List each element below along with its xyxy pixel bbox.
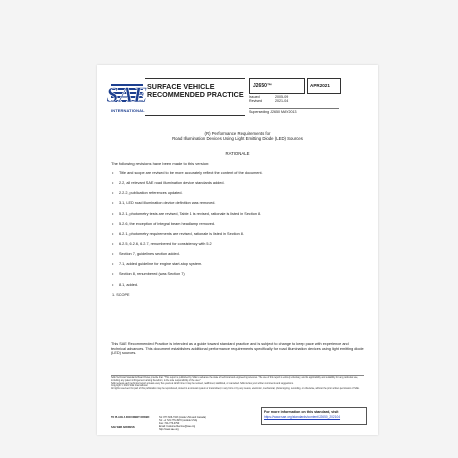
bullet-icon: • [112,261,114,267]
document-page [97,65,378,435]
tel-intl: Tel: +1 724-776-4970 (outside USA) [159,419,198,422]
document-number-box [249,78,305,94]
legal-fine-print: SAE Technical Standards Board Rules provide that: "This report is published by SAE to advance the state of technical and engineering sciences. The use of this report is entirely voluntary, and its applicability and suitability for any particular use, including any patent infringement arising therefrom, is the sole responsibility of the user." SAE reviews each technical report at least every five years at which time it may be revised, reaffirmed, stabilized, or cancelled. SAE invites your written comments and suggestions. Copyright © 2021 SAE International All rights reserved. No part of this publication may be reproduced, stored in a retrieval system or transmitted, in any form or by any means, electronic, mechanical, photocopying, recording, or otherwise, without the prior written permission of SAE. [111,377,360,391]
list-item: • 2.2, all relevant SAE road illumination device standards added. [112,180,225,186]
bullet-icon: • [112,170,114,175]
order-label: TO PLACE A DOCUMENT ORDER: [111,416,150,419]
list-item: • 6.2.1, photometry requirements are revised, rationale is listed in Section 8. [112,230,244,236]
bullet-icon: • [112,281,114,287]
bullet-icon: • [112,220,114,226]
header-divider [249,108,339,109]
tel-usa: Tel: 877-606-7323 (inside USA and Canada) [159,416,206,419]
more-info-title: For more information on this standard, visit [264,410,339,414]
sae-logo-icon [106,78,148,108]
bullet-icon: • [112,190,114,196]
bullet-icon: • [112,271,114,277]
issued-label: Issued [249,95,260,99]
fax-number: Fax: 724-776-0790 [159,422,180,425]
issue-dates [249,95,288,104]
issued-value: 2005-09 [275,95,289,99]
scope-heading: 1. SCOPE [112,292,130,297]
document-type-title: SURFACE VEHICLE RECOMMENDED PRACTICE [147,82,244,99]
bullet-icon: • [112,251,114,257]
list-item: • 5.2.1, photometry tests are revised, Table 1 is revised, rationale is listed in Section 8. [112,210,262,216]
bullet-icon: • [112,240,114,246]
bullet-icon: • [112,200,114,206]
rationale-intro: The following revisions have been made to this version: [111,161,210,166]
document-date-box [307,78,341,94]
rationale-heading: RATIONALE [225,151,250,156]
logo-caption: INTERNATIONAL [111,108,145,113]
list-item: • 3.1, LED road illumination device definition was removed. [112,200,216,206]
bullet-icon: • [112,210,114,216]
svg-text:SAE: SAE [106,82,148,107]
list-item: • 5.2.6, the exception of integral beam headlamp removed. [112,220,216,226]
list-item: • Section 8, renumbered (was Section 7) [112,271,185,277]
document-date: APR2021 [310,83,330,88]
list-item: • 7.1, added guideline for engine start-stop system. [112,261,203,267]
document-subtitle: (R) Performance Requirements for Road Illumination Devices Using Light Emitting Diode (LED) Sources [172,131,303,142]
web-address[interactable]: http://www.sae.org [159,428,179,431]
standard-link[interactable]: https://www.sae.org/standards/content/J2650_202104 [264,415,341,419]
list-item: • 8.1, added. [112,281,139,287]
sae-web-address-label: SAE WEB ADDRESS: [111,426,136,429]
revised-label: Revised [249,99,262,104]
document-number: J2650™ [253,83,272,89]
email-address: Email: CustomerService@sae.org [159,425,196,428]
footer-divider [111,375,364,376]
list-item: • Title and scope are revised to be more accurately reflect the content of the document. [112,170,263,175]
more-info-box [261,407,367,425]
list-item: • Section 7, guidelines section added. [112,251,180,257]
bullet-icon: • [112,230,114,236]
title-box [145,78,245,116]
revised-value: 2021-04 [275,99,289,104]
scope-paragraph: This SAE Recommended Practice is intended as a guide toward standard practice and is subject to change to keep pace with experience and technical advances. This document establishes additional performance requirements specifically for road illumination devices using light emitting diode (LED) sources. [111,342,364,356]
superseding-note: Superseding J2650 MAY2013 [249,110,297,114]
list-item: • 2.2.2, publication references updated. [112,190,183,196]
list-item: • 6.2.5, 6.2.6, 6.2.7, renumbered for consistency with 5.2 [112,240,212,246]
document-header [106,78,364,122]
revision-list [111,171,364,303]
bullet-icon: • [112,180,114,186]
